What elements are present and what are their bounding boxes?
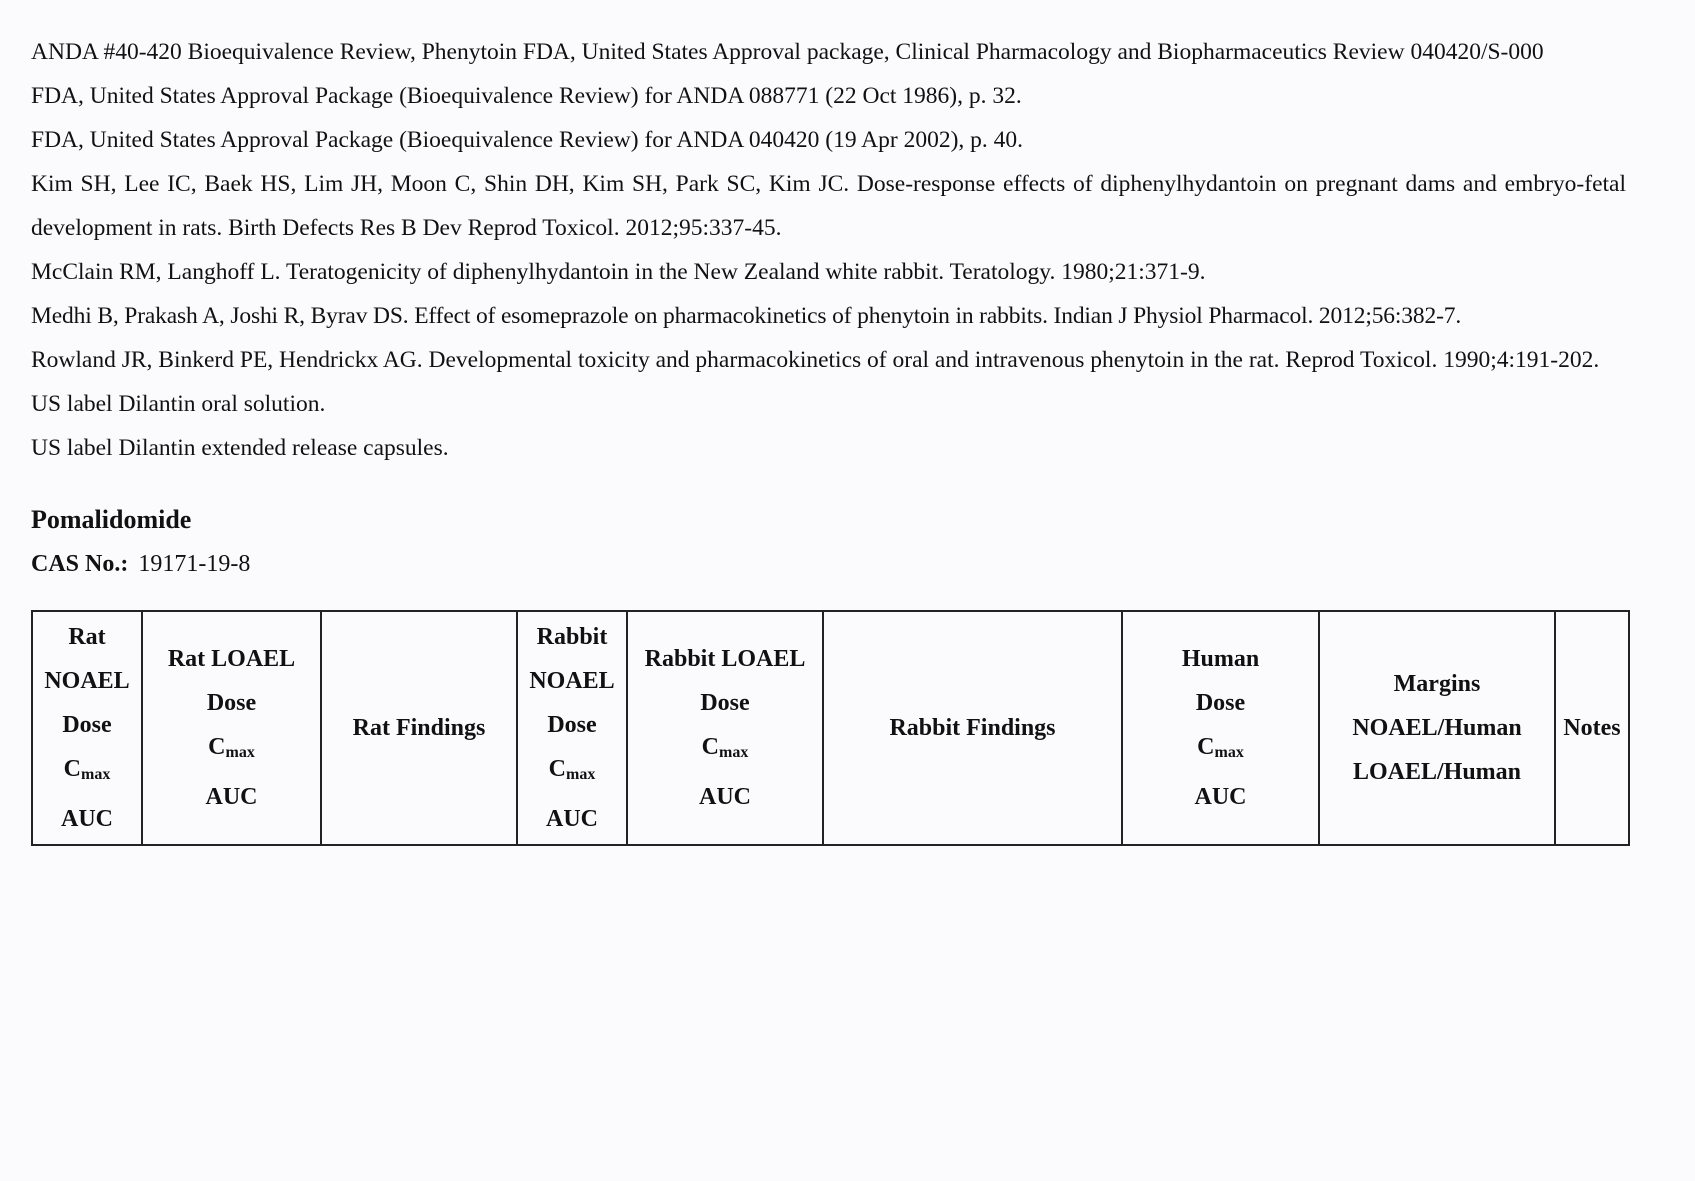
reference-item: FDA, United States Approval Package (Bioequivalence Review) for ANDA 040420 (19 Apr 2002), p. 40. [31,127,1024,153]
reference-item: Medhi B, Prakash A, Joshi R, Byrav DS. Effect of esomeprazole on pharmacokinetics of phenytoin in rabbits. Indian J Physiol Pharmacol. 2012;56:382-7. [31,303,1462,329]
table-header-row [32,611,1629,845]
cas-label: CAS No.: [31,551,129,577]
header-rat-noael: Rat NOAEL Dose Cmax AUC [32,611,142,845]
header-rabbit-noael: Rabbit NOAEL Dose Cmax AUC [517,611,627,845]
header-notes: Notes [1555,611,1629,845]
drug-section [31,498,1626,846]
header-margins: Margins NOAEL/Human LOAEL/Human [1319,611,1555,845]
header-rabbit-loael: Rabbit LOAEL Dose Cmax AUC [627,611,823,845]
document-page [31,30,1626,846]
header-human: Human Dose Cmax AUC [1122,611,1319,845]
reference-item: ANDA #40-420 Bioequivalence Review, Phenytoin FDA, United States Approval package, Clinical Pharmacology and Biopharmaceutics Review 040420/S-000 [31,39,1544,65]
header-rat-findings: Rat Findings [321,611,517,845]
section-title: Pomalidomide [31,505,192,534]
cas-number [31,542,1626,586]
reference-list [31,30,1626,470]
reference-item: Kim SH, Lee IC, Baek HS, Lim JH, Moon C, Shin DH, Kim SH, Park SC, Kim JC. Dose-response effects of diphenylhydantoin on pregnant dams and embryo-fetal development in rats. Birth Defects Res B Dev Reprod Toxicol. 2012;95:337-45. [31,171,1626,241]
cas-value: 19171-19-8 [138,551,251,577]
toxicity-table [31,610,1630,846]
reference-item: McClain RM, Langhoff L. Teratogenicity of diphenylhydantoin in the New Zealand white rabbit. Teratology. 1980;21:371-9. [31,259,1206,285]
header-rat-loael: Rat LOAEL Dose Cmax AUC [142,611,321,845]
reference-item: US label Dilantin oral solution. [31,391,326,417]
reference-item: US label Dilantin extended release capsules. [31,435,449,461]
reference-item: Rowland JR, Binkerd PE, Hendrickx AG. Developmental toxicity and pharmacokinetics of oral and intravenous phenytoin in the rat. Reprod Toxicol. 1990;4:191-202. [31,347,1600,373]
reference-item: FDA, United States Approval Package (Bioequivalence Review) for ANDA 088771 (22 Oct 1986), p. 32. [31,83,1022,109]
header-rabbit-findings: Rabbit Findings [823,611,1122,845]
